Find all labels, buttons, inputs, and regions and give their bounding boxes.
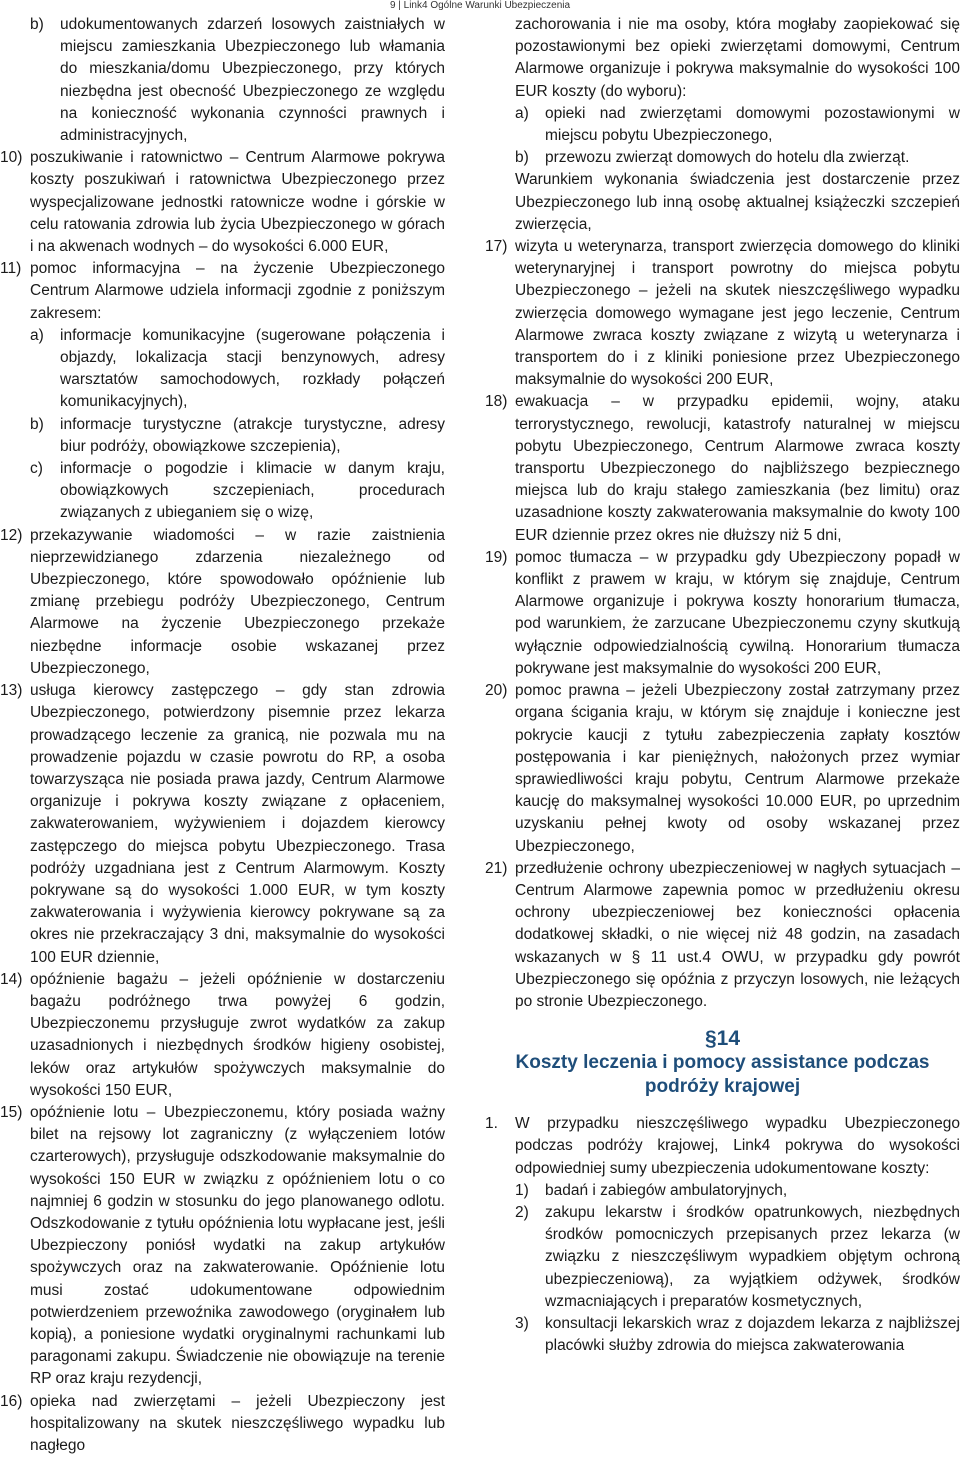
subitem-b-continued — [0, 14, 445, 147]
right-column — [485, 14, 960, 1357]
subitem-label: b) — [515, 149, 529, 167]
item-text: wizyta u weterynarza, transport zwierzęcia domowego do kliniki weterynaryjnej i transport powrotny do miejsca pobytu Ubezpieczonego – jeżeli na skutek nieszczęśliwego wypadku zwierzęcia domowego wymagane jest jego leczenie, Centrum Alarmowe zwraca koszty związane z wizytą u weterynarza i transportem do i z kliniki poniesione przez Ubezpieczonego maksymalnie do wysokości 200 EUR, — [515, 238, 960, 389]
item-number: 1) — [515, 1181, 529, 1199]
section-heading — [485, 1027, 960, 1099]
item-number: 16) — [0, 1392, 23, 1410]
item-text: ewakuacja – w przypadku epidemii, wojny, ataku terrorystycznego, rewolucji, katastrofy naturalnej w miejscu pobytu Ubezpieczonego, Centrum Alarmowe zwraca koszty transportu Ubezpieczonego do najbliższego bezpiecznego miejsca lub do kraju stałego zamieszkania (bez limitu) oraz uzasadnione koszty zakwaterowania maksymalnie do kwoty 100 EUR dziennie przez okres nie dłuższy niż 5 dni, — [515, 393, 960, 544]
item-number: 10) — [0, 149, 23, 167]
list-item-2 — [515, 1202, 960, 1313]
item-text: pomoc tłumacza – w przypadku gdy Ubezpieczony popadł w konflikt z prawem w kraju, w którym się znajduje, Centrum Alarmowe organizuje i pokrywa koszty honorarium tłumacza, pod warunkiem, że zarzucane Ubezpieczonemu czyny skutkują wyłącznie odpowiedzialnością cywilną. Honorarium tłumacza pokrywane jest maksymalnie do wysokości 200 EUR, — [515, 548, 960, 677]
item-text: poszukiwanie i ratownictwo – Centrum Alarmowe pokrywa koszty poszukiwań i ratownictwa Ubezpieczonego przez wyspecjalizowane jednostki ratownicze wodne i górskie w celu ratowania zdrowia lub życia Ubezpieczonego w górach i na akwenach wodnych – do wysokości 6.000 EUR, — [30, 149, 445, 256]
section-symbol: §14 — [704, 1027, 741, 1051]
list-item-1 — [515, 1180, 960, 1202]
subitem-text: informacje o pogodzie i klimacie w danym kraju, obowiązkowych szczepieniach, procedurach związanych z ubieganiem się o wizę, — [60, 460, 445, 522]
point-number: 1. — [485, 1115, 498, 1133]
list-item-3 — [515, 1313, 960, 1357]
item-number: 11) — [0, 260, 22, 278]
list-item-19 — [485, 547, 960, 680]
subitem-label: b) — [30, 415, 44, 433]
item-text: zakupu lekarstw i środków opatrunkowych, niezbędnych środków pomocniczych przepisanych przez lekarza (w związku z nieszczęśliwym wypadkiem objętym ochroną ubezpieczeniową), za wyjątkiem odżywek, środków wzmacniających i preparatów kosmetycznych, — [545, 1203, 960, 1310]
list-item-15 — [0, 1102, 445, 1391]
subitem-a — [485, 103, 960, 147]
page-header: 9 | Link4 Ogólne Warunki Ubezpieczenia — [389, 0, 571, 11]
subitem-b — [30, 414, 445, 458]
list-item-21 — [485, 858, 960, 1013]
item-text: opóźnienie bagażu – jeżeli opóźnienie w dostarczeniu bagażu podróżnego trwa powyżej 6 godzin, Ubezpieczonemu przysługuje zwrot wydatków za zakup uzasadnionych i niezbędnych środków higieny osobistej, leków oraz artykułów spożywczych maksymalnie do wysokości 150 EUR, — [30, 970, 445, 1099]
subitem-c — [30, 458, 445, 525]
subitem-text: informacje komunikacyjne (sugerowane połączenia i objazdy, lokalizacja stacji benzynowych, adresy warsztatów samochodowych, rozkłady połączeń komunikacyjnych), — [60, 326, 445, 411]
item-text: badań i zabiegów ambulatoryjnych, — [545, 1181, 788, 1199]
item-16-condition: Warunkiem wykonania świadczenia jest dostarczenie przez Ubezpieczonego lub inną osobę aktualnej książeczki szczepień zwierzęcia, — [515, 171, 960, 233]
item-text: pomoc prawna – jeżeli Ubezpieczony został zatrzymany przez organa ścigania kraju, w którym się znajduje i konieczne jest pokrycie kaucji z tytułu zabezpieczenia zapłaty kosztów postępowania i kar pieniężnych, nałożonych przez wymiar sprawiedliwości kraju pobytu, Centrum Alarmowe przekaże kaucję do maksymalnej wysokości 10.000 EUR, po uprzednim uzyskaniu pełnej kwoty od osoby wskazanej przez Ubezpieczonego, — [515, 682, 960, 855]
item-number: 19) — [485, 548, 508, 566]
item-number: 13) — [0, 682, 23, 700]
left-column — [0, 14, 445, 1457]
item-number: 18) — [485, 393, 508, 411]
item-number: 14) — [0, 970, 23, 988]
item-number: 12) — [0, 526, 23, 544]
item-text: konsultacji lekarskich wraz z dojazdem lekarza z najbliższej placówki służby zdrowia do miejsca zakwaterowania — [545, 1314, 960, 1355]
item-number: 21) — [485, 859, 508, 877]
item-text: pomoc informacyjna – na życzenie Ubezpieczonego Centrum Alarmowe udziela informacji zgodnie z poniższym zakresem: — [30, 260, 445, 322]
point-text: W przypadku nieszczęśliwego wypadku Ubezpieczonego podczas podróży krajowej, Link4 pokrywa do wysokości odpowiedniej sumy ubezpieczenia udokumentowane koszty: — [515, 1115, 960, 1177]
list-item-20 — [485, 680, 960, 858]
list-item-18 — [485, 391, 960, 546]
item-text: usługa kierowcy zastępczego – gdy stan zdrowia Ubezpieczonego, potwierdzony pisemnie przez lekarza prowadzącego leczenie za granicą, nie pozwala mu na prowadzenie pojazdu w czasie powrotu do RP, a osoba towarzysząca nie posiada prawa jazdy, Centrum Alarmowe organizuje i pokrywa koszty związane z opłaceniem, zakwaterowaniem, wyżywieniem i dojazdem kierowcy zastępczego do miejsca pobytu Ubezpieczonego. Trasa podróży uzgadniana jest z Centrum Alarmowym. Koszty pokrywane są do wysokości 1.000 EUR, w tym koszty zakwaterowania i wyżywienia kierowcy pokrywane są za okres nie przekraczający 3 dni, maksymalnie do wysokości 100 EUR dziennie, — [30, 682, 445, 966]
list-item-10 — [0, 147, 445, 258]
item-number: 15) — [0, 1103, 23, 1121]
subitem-b — [485, 147, 960, 169]
subitem-label: b) — [30, 16, 44, 33]
item-number: 17) — [485, 238, 508, 256]
item-number: 20) — [485, 682, 508, 700]
paragraph-point-1 — [485, 1113, 960, 1357]
subitem-label: a) — [30, 326, 44, 344]
list-item-14 — [0, 969, 445, 1102]
subitem-text: udokumentowanych zdarzeń losowych zaistniałych w miejscu zamieszkania Ubezpieczonego lub włamania do mieszkania/domu Ubezpieczonego, przy których niezbędna jest obecność Ubezpieczonego ze względu na konieczność wykonania czynności prawnych i administracyjnych, — [60, 16, 445, 145]
list-item-13 — [0, 680, 445, 969]
subitem-label: c) — [30, 460, 43, 478]
item-16-continued: zachorowania i nie ma osoby, która mogłaby zaopiekować się pozostawionymi bez opieki zwierzętami domowymi, Centrum Alarmowe organizuje i pokrywa maksymalnie do wysokości 100 EUR koszty (do wyboru): — [515, 16, 960, 100]
list-item-11 — [0, 258, 445, 524]
subitem-label: a) — [515, 104, 529, 122]
subitem-text: informacje turystyczne (atrakcje turystyczne, adresy biur podróży, obowiązkowe szczepienia), — [60, 415, 445, 455]
item-text: opóźnienie lotu – Ubezpieczonemu, który posiada ważny bilet na rejsowy lot zagraniczny (z wyłączeniem lotów czarterowych), przysługuje odszkodowanie maksymalnie do wysokości 150 EUR w związku z opóźnieniem lotu o co najmniej 6 godzin w stosunku do jego planowanego odlotu. Odszkodowanie z tytułu opóźnienia lotu wypłacane jest, jeśli Ubezpieczony poniósł wydatki na zakup artykułów spożywczych oraz na zakwaterowanie. Opóźnienie lotu musi zostać udokumentowane odpowiednim potwierdzeniem przewoźnika zawodowego (oryginałem lub kopią), a poniesione wydatki oryginalnymi rachunkami lub paragonami zakupu. Świadczenie nie obowiązuje na terenie RP oraz kraju rezydencji, — [30, 1103, 445, 1388]
section-title: Koszty leczenia i pomocy assistance podczas podróży krajowej — [515, 1052, 930, 1098]
list-item-12 — [0, 525, 445, 680]
item-text: opieka nad zwierzętami – jeżeli Ubezpieczony jest hospitalizowany na skutek nieszczęśliwego wypadku lub nagłego — [30, 1392, 445, 1454]
item-number: 3) — [515, 1314, 529, 1332]
list-item-17 — [485, 236, 960, 391]
subitem-text: przewozu zwierząt domowych do hotelu dla zwierząt. — [545, 149, 910, 167]
item-text: przedłużenie ochrony ubezpieczeniowej w nagłych sytuacjach – Centrum Alarmowe zapewnia pomoc w przedłużeniu okresu ochrony ubezpieczeniowej bez konieczności opłacenia dodatkowej składki, o nie więcej niż 48 godzin, na zasadach wskazanych w § 11 ust.4 OWU, w przypadku gdy powrót Ubezpieczonego się opóźnia z przyczyn losowych, nie leżących po stronie Ubezpieczonego. — [515, 859, 960, 1010]
list-item-16 — [0, 1391, 445, 1457]
item-number: 2) — [515, 1203, 529, 1221]
subitem-text: opieki nad zwierzętami domowymi pozostawionymi w miejscu pobytu Ubezpieczonego, — [545, 104, 960, 145]
item-text: przekazywanie wiadomości – w razie zaistnienia nieprzewidzianego zdarzenia niezależnego od Ubezpieczonego, które spowodowało opóźnienie lub zmianę przebiegu podróży Ubezpieczonego, Centrum Alarmowe na życzenie Ubezpieczonego przekaże niezbędne informacje osobie wskazanej przez Ubezpieczonego, — [30, 526, 445, 677]
subitem-a — [30, 325, 445, 414]
